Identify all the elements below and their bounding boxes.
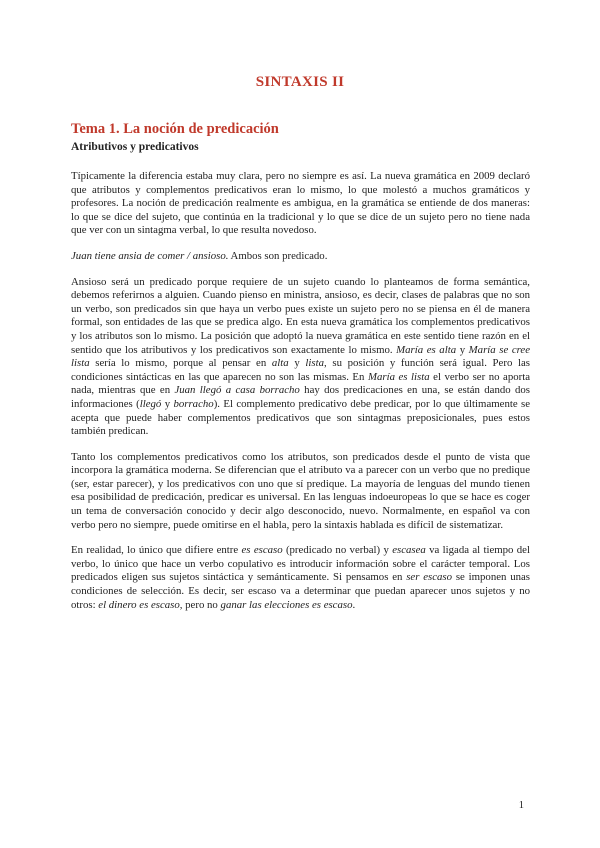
text-run: Ansioso será un predicado porque requiere de un sujeto cuando lo planteamos de forma semántica, debemos referirnos a alguien. Cuando pienso en ministra, ansioso, es decir, clases de palabras que no son un verbo, son predicados sin que haya un verbo pues existe un sujeto pero no se piensa en él de manera formal, son entidades de las que se predica algo. En esta nueva gramática los complementos predicativos y los atributos son lo mismo. La posición que adoptó la nueva gramática en este sentido tiene razón en el sentido que los atributivos y los predicativos son exactamente lo mismo. [71, 275, 530, 356]
italic-text-run: escasea [392, 544, 426, 557]
body-text [71, 170, 530, 624]
document-title: SINTAXIS II [255, 74, 345, 90]
text-run: ). El complemento predicativo debe predicar, por lo que últimamente se acepta que puede haber complementos predicativos que son sintagmas preposicionales, pues estos también predican. [71, 397, 530, 438]
paragraph [71, 544, 530, 612]
text-run: Típicamente la diferencia estaba muy clara, pero no siempre es así. La nueva gramática en 2009 declaró que atributos y complementos predicativos eran lo mismo, lo que molestó a muchos gramáticos y profesores. La noción de predicación realmente es ambigua, en la gramática se entiende de dos maneras: lo que se dice del sujeto, que continúa en la tradicional y lo que se dice de un sujeto pero no tiene nada que ver con un sintagma verbal, lo que resulta novedoso. [71, 170, 530, 237]
text-run: (predicado no verbal) y [282, 544, 393, 557]
paragraph [71, 170, 530, 238]
text-run: hay dos predicaciones en una, se están dando dos informaciones ( [71, 384, 530, 410]
italic-text-run: alta [271, 357, 289, 370]
italic-text-run: María es alta [396, 343, 457, 356]
text-run: Tanto los complementos predicativos como los atributos, son predicados desde el punto de vista que incorpora la gramática moderna. Se diferencian que el atributo va a parecer con un verbo que no predique (ser, estar parecer), y los predicativos con uno que sí predique. La mayoría de lenguas del mundo tienen esa posibilidad de predicación, predicar es universal. En las lenguas indoeuropeas lo que se hace es coger un tema de conversación conocido y decir algo desconocido, nuevo. Normalmente, en español va con verbo pero no siempre, puede omitirse en el habla, pero la sintaxis hablada es difícil de sistematizar. [71, 450, 530, 531]
text-run: Ambos son predicado. [228, 249, 328, 262]
text-run: sería lo mismo, porque al pensar en [89, 357, 272, 370]
italic-text-run: borracho [173, 397, 214, 410]
text-run: y [456, 343, 469, 356]
italic-text-run: el dinero es escaso, [98, 598, 183, 611]
italic-text-run: llegó [139, 397, 162, 410]
example-paragraph [71, 250, 530, 264]
italic-text-run: lista [305, 357, 325, 370]
text-run: . [352, 598, 356, 611]
text-run: se imponen unas condiciones de selección. Es decir, ser escaso va a determinar que puedan aparecer unos sujetos y no otros: [71, 571, 531, 611]
italic-text-run: es escaso [241, 544, 283, 557]
italic-text-run: Juan llegó a casa borracho [174, 384, 300, 397]
text-run: va ligada al tiempo del verbo, lo único que hace un verbo copulativo es introducir información sobre el carácter temporal. Los predicados eligen sus sujetos sintáctica y semánticamente. Si pensamos en [71, 544, 530, 584]
text-run: En realidad, lo único que difiere entre [71, 544, 242, 557]
text-run: pero no [182, 598, 221, 611]
text-run: , su posición y función será igual. Pero las condiciones sintácticas en las que aparecen no son las mismas. En [71, 357, 530, 383]
text-run: y [161, 397, 174, 410]
paragraph [71, 451, 530, 533]
text-run: y [288, 357, 306, 370]
section-title: Tema 1. La noción de predicación [71, 121, 279, 137]
italic-text-run: ganar las elecciones es escaso [220, 598, 353, 611]
italic-text-run: Juan tiene ansia de comer / ansioso. [71, 249, 229, 262]
page-number: 1 [518, 800, 524, 811]
italic-text-run: María se cree lista [71, 343, 530, 370]
italic-text-run: María es lista [367, 370, 430, 383]
text-run: el verbo ser no aporta nada, mientras que en [71, 370, 531, 397]
italic-text-run: ser escaso [406, 571, 453, 584]
subsection-title: Atributivos y predicativos [71, 141, 199, 153]
paragraph [71, 276, 530, 439]
